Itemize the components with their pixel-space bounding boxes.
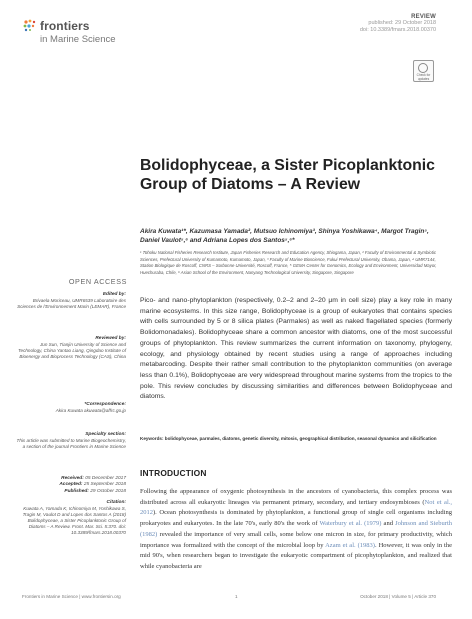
update-check-icon: [418, 63, 428, 73]
footer-volume: October 2018 | Volume 5 | Article 370: [360, 594, 436, 599]
footer-journal[interactable]: Frontiers in Marine Science | www.frontiersin.org: [22, 594, 121, 599]
article-type-label: REVIEW: [411, 14, 436, 20]
published-date: published: 29 October 2018: [368, 20, 436, 26]
page-number: 1: [235, 594, 238, 599]
specialty-text: This article was submitted to Marine Biogeochemistry, a section of the journal Frontiers in Marine Science: [16, 438, 126, 450]
dates-block: [16, 476, 126, 495]
introduction-text: [140, 487, 452, 573]
reviewed-by-block: [16, 336, 126, 360]
published-date-side: Published: 29 October 2018: [64, 488, 126, 494]
keywords-list: bolidophyceae, parmales, diatoms, genetic diversity, mitosis, geographical distribution, seasonal dynamics and silicification: [164, 436, 437, 441]
journal-logo[interactable]: [22, 14, 182, 58]
correspondence-heading: *Correspondence:: [84, 402, 126, 407]
badge-label: Check for updates: [416, 73, 431, 81]
intro-text-1: Following the appearance of oxygenic photosynthesis in the ancestors of cyanobacteria, this complex process was distributed across all eukaryotic lineages via permanent primary, secondary, and tertiary endosymbioses (: [140, 488, 452, 506]
specialty-heading: Specialty section:: [85, 432, 126, 437]
received-date: Received: 05 December 2017: [61, 476, 126, 481]
specialty-section-block: [16, 432, 126, 450]
intro-text-4: revealed the importance of very small cells, some below one micron in size, for primary productivity, which importance was formalized with the concept of the microbial loop by: [140, 530, 452, 549]
correspondence-block: [16, 402, 126, 414]
accepted-date: Accepted: 25 September 2018: [59, 482, 126, 488]
intro-text-5: . However, it was only in the mid 90's, when researchers began to investigate the eukaryotic compartment of picophytoplankton, and realized that while cyanobacteria are: [140, 541, 453, 570]
editor-name: Brivaela Moriceau, UMR6539 Laboratoire des Sciences de l'Environnement Marin (LEMAR), France: [17, 298, 126, 310]
journal-name: in Marine Science: [40, 34, 116, 45]
article-title: Bolidophyceae, a Sister Picoplanktonic Group of Diatoms – A Review: [140, 157, 435, 193]
intro-text-3: and: [381, 520, 396, 528]
affiliations: ¹ Tohoku National Fisheries Research Institute, Japan Fisheries Research and Education Agency, Shiogama, Japan, ² Faculty of Environmental & Symbiotic Sciences, Prefectural University of Kumamoto, Kumamoto, Japan, ³ Faculty of Marine Bioscience, Fukui Prefectural University, Obama, Japan, ⁴ UMR7144, Station Biologique de Roscoff, CNRS – Sorbonne Université, Roscoff, France, ⁵ GEMA Center for Genomics, Ecology and Environment, Universidad Mayor, Huechuraba, Chile, ⁶ Asian School of the Environment, Nanyang Technological University, Singapore, Singapore: [140, 250, 437, 275]
author-list: Akira Kuwata¹*, Kazumasa Yamada², Mutsuo Ichinomiya³, Shinya Yoshikawa⁴, Margot Tragin⁵, Daniel Vaulot⁵,⁶ and Adriana Lopes dos Santos⁵,⁶*: [140, 228, 429, 244]
reviewed-by-heading: Reviewed by:: [95, 336, 126, 341]
keywords-label: Keywords:: [140, 436, 164, 441]
reviewer-names: Jun Sun, Tianjin University of Science and Technology, China Yantao Liang, Qingdao Institute of Bioenergy and Bioprocess Technology (CAS), China: [18, 342, 126, 360]
open-access-label: OPEN ACCESS: [68, 277, 127, 286]
edited-by-heading: Edited by:: [102, 292, 126, 297]
citation-block: [16, 500, 126, 537]
citation-text: Kuwata A, Yamada K, Ichinomiya M, Yoshikawa S, Tragin M, Vaulot D and Lopes dos Santos A (2018) Bolidophyceae, a Sister Picoplanktonic Group of Diatoms – A Review. Front. Mar. Sci. 5:370. doi: 10.3389/fmars.2018.00370: [22, 506, 126, 536]
article-meta-header: [360, 14, 436, 34]
correspondence-contact[interactable]: Akira Kuwata akuwata@affrc.go.jp: [55, 408, 126, 414]
abstract: Pico- and nano-phytoplankton (respectively, 0.2–2 and 2–20 μm in cell size) play a key role in many marine ecosystems. In this size range, Bolidophyceae is a group of eukaryotes that contains species with cells surrounded by 5 or 8 silica plates (Parmales) as well as naked flagellated species (formerly Bolidomonadales). Bolidophyceae share a common ancestor with diatoms, one of the most successful groups of phytoplankton. This review summarizes the current information on taxonomy, phylogeny, ecology, and physiology obtained by recent studies using a range of approaches including metabarcoding. Despite their rather small contribution to the phytoplankton communities (on average less than 0.1%), Bolidophyceae are very widespread throughout marine systems from the tropics to the pole. This review concludes by discussing similarities and differences between Bolidophyceae and diatoms.: [140, 297, 452, 401]
reference-link[interactable]: Not et al., 2012: [140, 498, 452, 517]
reference-link[interactable]: Johnson and Sieburth (1982): [140, 520, 453, 538]
keywords: [140, 436, 452, 443]
intro-text-2: ). Ocean photosynthesis is dominated by phytoplankton, a functional group of single cell organisms including prokaryotes and eukaryotes. In the late 70's, early 80's the work of: [140, 509, 452, 528]
section-heading-introduction: INTRODUCTION: [140, 468, 207, 478]
edited-by-block: [16, 292, 126, 310]
check-for-updates-badge[interactable]: [413, 60, 434, 82]
frontiers-logo-icon: [22, 18, 40, 36]
brand-name: frontiers: [40, 19, 90, 33]
doi-link[interactable]: doi: 10.3389/fmars.2018.00370: [359, 27, 436, 33]
reference-link[interactable]: Azam et al. (1983): [325, 541, 375, 549]
reference-link[interactable]: Waterbury et al. (1979): [319, 520, 382, 528]
citation-heading: Citation:: [106, 500, 126, 505]
